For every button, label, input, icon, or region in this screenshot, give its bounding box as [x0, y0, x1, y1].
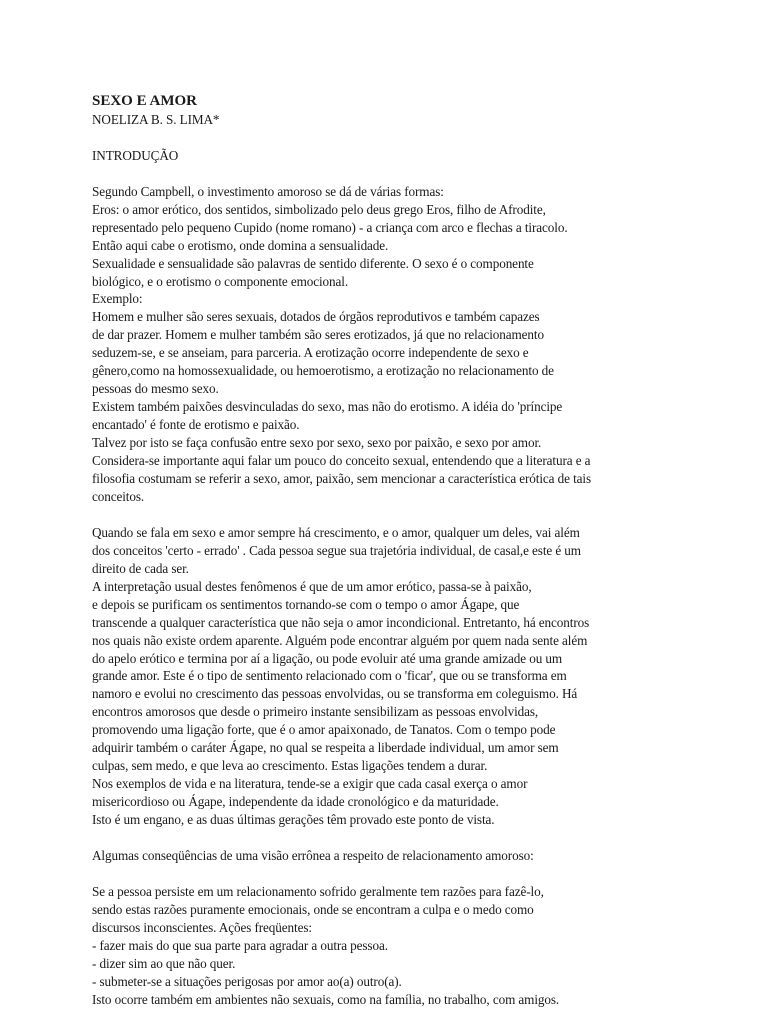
text-line: grande amor. Este é o tipo de sentimento relacionado com o 'ficar', que ou se transforma em — [92, 668, 567, 684]
document-body — [92, 93, 702, 1009]
text-line: Segundo Campbell, o investimento amoroso se dá de várias formas: — [92, 183, 444, 199]
document-author: NOELIZA B. S. LIMA* — [92, 111, 220, 127]
text-line: nos quais não existe ordem aparente. Alguém pode encontrar alguém por quem nada sente além — [92, 632, 588, 648]
text-line: misericordioso ou Ágape, independente da idade cronológico e da maturidade. — [92, 794, 499, 810]
text-line: discursos inconscientes. Ações freqüentes: — [92, 919, 312, 935]
text-line: Então aqui cabe o erotismo, onde domina a sensualidade. — [92, 237, 389, 253]
text-line: gênero,como na homossexualidade, ou hemoerotismo, a erotização no relacionamento de — [92, 363, 554, 379]
text-line: Homem e mulher são seres sexuais, dotados de órgãos reprodutivos e também capazes — [92, 309, 540, 325]
text-line: culpas, sem medo, e que leva ao crescimento. Estas ligações tendem a durar. — [92, 758, 488, 774]
text-line: A interpretação usual destes fenômenos é que de um amor erótico, passa-se à paixão, — [92, 578, 532, 594]
text-line: seduzem-se, e se anseiam, para parceria. A erotização ocorre independente de sexo e — [92, 345, 529, 361]
text-line: filosofia costumam se referir a sexo, amor, paixão, sem mencionar a característica erótica de tais — [92, 470, 591, 486]
text-line: pessoas do mesmo sexo. — [92, 381, 219, 397]
text-line: Considera-se importante aqui falar um pouco do conceito sexual, entendendo que a literatura e a — [92, 453, 591, 469]
text-line: Isto ocorre também em ambientes não sexuais, como na família, no trabalho, com amigos. — [92, 991, 560, 1007]
text-line: Se a pessoa persiste em um relacionamento sofrido geralmente tem razões para fazê-lo, — [92, 883, 544, 899]
text-line: dos conceitos 'certo - errado' . Cada pessoa segue sua trajetória individual, de casal,e este é um — [92, 542, 581, 558]
text-line: Nos exemplos de vida e na literatura, tende-se a exigir que cada casal exerça o amor — [92, 776, 528, 792]
text-line: - submeter-se a situações perigosas por amor ao(a) outro(a). — [92, 973, 402, 989]
text-line: adquirir também o caráter Ágape, no qual se respeita a liberdade individual, um amor sem — [92, 740, 559, 756]
body-text — [92, 183, 702, 1009]
text-line: Exemplo: — [92, 291, 143, 307]
paragraph-gap — [92, 865, 702, 883]
text-line: encantado' é fonte de erotismo e paixão. — [92, 417, 300, 433]
text-line: promovendo uma ligação forte, que é o amor apaixonado, de Tanatos. Com o tempo pode — [92, 722, 556, 738]
text-line: Talvez por isto se faça confusão entre sexo por sexo, sexo por paixão, e sexo por amor. — [92, 435, 542, 451]
text-line: e depois se purificam os sentimentos tornando-se com o tempo o amor Ágape, que — [92, 596, 520, 612]
text-line: representado pelo pequeno Cupido (nome romano) - a criança com arco e flechas a tiracolo. — [92, 219, 568, 235]
text-line: conceitos. — [92, 488, 145, 504]
text-line: Algumas conseqüências de uma visão errônea a respeito de relacionamento amoroso: — [92, 847, 534, 863]
text-line: - dizer sim ao que não quer. — [92, 955, 236, 971]
paragraph-gap — [92, 506, 702, 524]
text-line: de dar prazer. Homem e mulher também são seres erotizados, já que no relacionamento — [92, 327, 544, 343]
text-line: transcende a qualquer característica que não seja o amor incondicional. Entretanto, há encontros — [92, 614, 590, 630]
text-line: direito de cada ser. — [92, 560, 189, 576]
text-line: namoro e evolui no crescimento das pessoas envolvidas, ou se transforma em coleguismo. Há — [92, 686, 578, 702]
text-line: Existem também paixões desvinculadas do sexo, mas não do erotismo. A idéia do 'príncipe — [92, 399, 563, 415]
text-line: Sexualidade e sensualidade são palavras de sentido diferente. O sexo é o componente — [92, 255, 534, 271]
text-line: encontros amorosos que desde o primeiro instante sensibilizam as pessoas envolvidas, — [92, 704, 539, 720]
text-line: Eros: o amor erótico, dos sentidos, simbolizado pelo deus grego Eros, filho de Afrodite, — [92, 201, 546, 217]
text-line: Quando se fala em sexo e amor sempre há crescimento, e o amor, qualquer um deles, vai além — [92, 524, 580, 540]
text-line: biológico, e o erotismo o componente emocional. — [92, 273, 349, 289]
text-line: do apelo erótico e termina por aí a ligação, ou pode evoluir até uma grande amizade ou um — [92, 650, 563, 666]
text-line: sendo estas razões puramente emocionais, onde se encontram a culpa e o medo como — [92, 901, 534, 917]
section-heading: INTRODUÇÃO — [92, 147, 179, 163]
document-title: SEXO E AMOR — [92, 93, 198, 109]
text-line: - fazer mais do que sua parte para agradar a outra pessoa. — [92, 937, 388, 953]
text-line: Isto é um engano, e as duas últimas gerações têm provado este ponto de vista. — [92, 812, 495, 828]
paragraph-gap — [92, 829, 702, 847]
